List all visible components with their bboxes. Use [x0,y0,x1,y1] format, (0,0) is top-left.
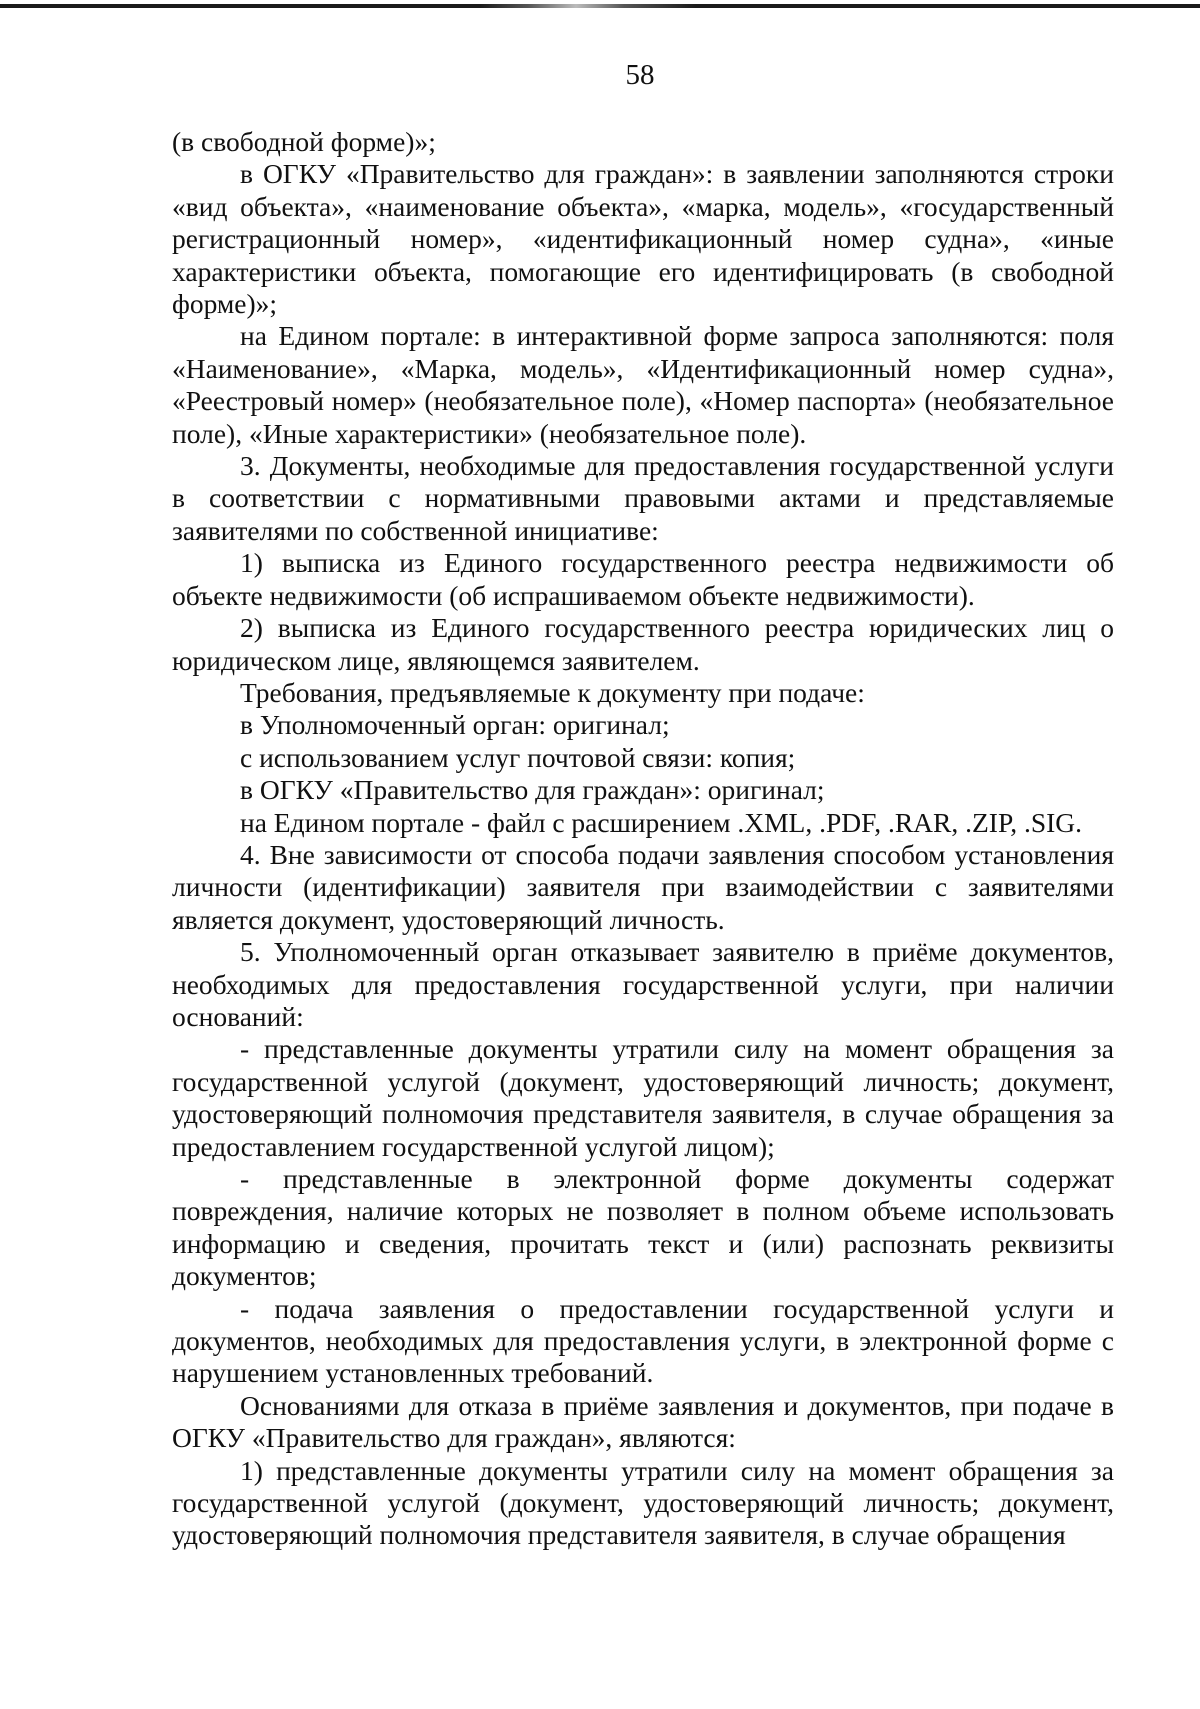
scan-top-edge [0,4,1200,8]
paragraph: в ОГКУ «Правительство для граждан»: в заявлении заполняются строки «вид объекта», «наименование объекта», «марка, модель», «государственный регистрационный номер», «идентификационный номер судна», «иные характеристики объекта, помогающие его идентифицировать (в свободной форме)»; [172,158,1114,320]
paragraph: 2) выписка из Единого государственного реестра юридических лиц о юридическом лице, являющемся заявителем. [172,612,1114,676]
paragraph: 1) представленные документы утратили силу на момент обращения за государственной услугой (документ, удостоверяющий личность; документ, удостоверяющий полномочия представителя заявителя, в случае обращения [172,1454,1114,1551]
page-number: 58 [625,59,655,91]
paragraph: на Едином портале - файл с расширением .XML, .PDF, .RAR, .ZIP, .SIG. [240,806,1083,838]
paragraph: 3. Документы, необходимые для предоставления государственной услуги в соответствии с нормативными правовыми актами и представляемые заявителями по собственной инициативе: [172,450,1114,546]
paragraph: - представленные документы утратили силу на момент обращения за государственной услугой (документ, удостоверяющий личность; документ, удостоверяющий полномочия представителя заявителя, в случае обращения за предоставлением государственной услугой лицом); [172,1033,1114,1162]
paragraph: 1) выписка из Единого государственного реестра недвижимости об объекте недвижимости (об испрашиваемом объекте недвижимости). [172,547,1114,611]
paragraph: с использованием услуг почтовой связи: копия; [240,741,796,773]
paragraph: 5. Уполномоченный орган отказывает заявителю в приёме документов, необходимых для предоставления государственной услуги, при наличии оснований: [172,936,1114,1032]
paragraph: в Уполномоченный орган: оригинал; [240,709,670,741]
paragraph: Основаниями для отказа в приёме заявления и документов, при подаче в ОГКУ «Правительство для граждан», являются: [172,1389,1114,1454]
paragraph: на Едином портале: в интерактивной форме запроса заполняются: поля «Наименование», «Марка, модель», «Идентификационный номер судна», «Реестровый номер» (необязательное поле), «Номер паспорта» (необязательное поле), «Иные характеристики» (необязательное поле). [172,320,1114,449]
paragraph: (в свободной форме)»; [172,126,436,157]
paragraph: - подача заявления о предоставлении государственной услуги и документов, необходимых для предоставления услуги, в электронной форме с нарушением установленных требований. [172,1292,1114,1389]
paragraph: - представленные в электронной форме документы содержат повреждения, наличие которых не позволяет в полном объеме использовать информацию и сведения, прочитать текст и (или) распознать реквизиты документов; [172,1163,1114,1292]
paragraph: 4. Вне зависимости от способа подачи заявления способом установления личности (идентификации) заявителя при взаимодействии с заявителями является документ, удостоверяющий личность. [172,838,1114,935]
document-body [172,126,1114,1552]
paragraph: Требования, предъявляемые к документу при подаче: [240,676,865,708]
paragraph: в ОГКУ «Правительство для граждан»: оригинал; [240,774,825,806]
